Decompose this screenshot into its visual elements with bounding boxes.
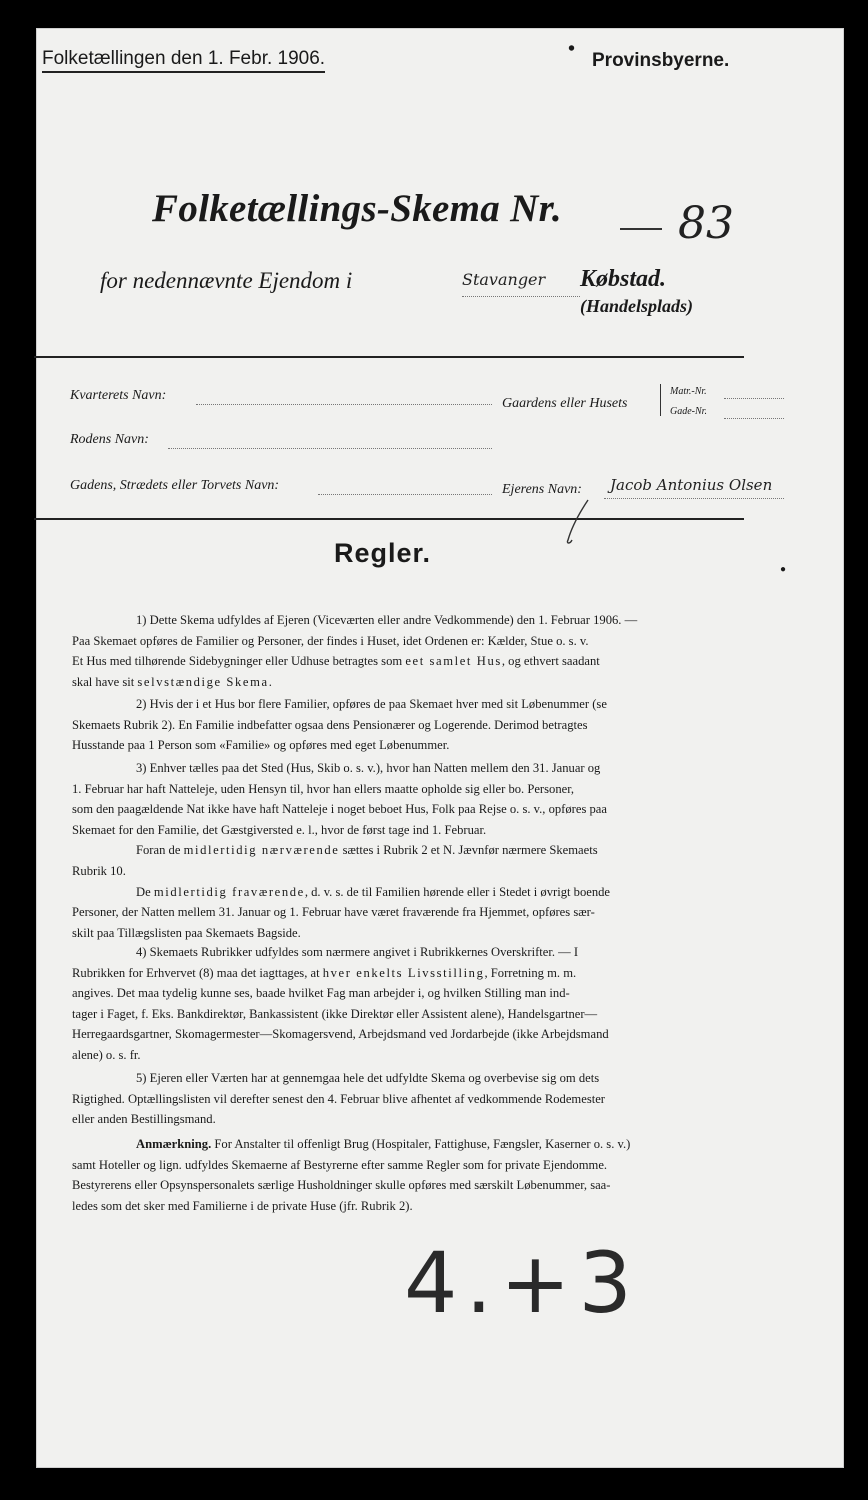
rode-line	[168, 448, 492, 449]
ejer-label: Ejerens Navn:	[502, 482, 582, 497]
rules-heading: Regler.	[334, 538, 432, 568]
form-number-handwritten: 83	[678, 198, 734, 249]
rule-5: 5) Ejeren eller Værten har at gennemgaa hele det udfyldte Skema og overbevise sig om dets Rigtighed. Optællingslisten vil derefter senest den 4. Februar blive afhentet af vedkommende Rodemester eller anden Bestillingsmand.	[72, 1071, 605, 1127]
koebstad-label: Købstad.	[580, 266, 667, 292]
rule-3: 3) Enhver tælles paa det Sted (Hus, Skib o. s. v.), hvor han Natten mellem den 31. Januar og 1. Februar har haft Natteleje, uden Hensyn til, hvor han ellers maatte opholde sig eller bo. Personer, som den paagældende Nat ikke have haft Natteleje i noget beboet Hus, Folk paa Rejse o. s. v., opføres paa Skemaet for den Familie, det Gæstgiversted e. l., hvor de først tage ind 1. Februar. Foran de midlertidig nærværende sættes i Rubrik 2 et N. Jævnfør nærmere Skemaets Rubrik 10. De midlertidig fraværende, d. v. s. de til Familien hørende eller i Stedet i øvrigt boende Personer, der Natten mellem 31. Januar og 1. Februar have været fraværende fra Hjemmet, opføres sær- skilt paa Tillægslisten paa Skemaets Bagside.	[72, 761, 611, 940]
fields-divider	[34, 518, 744, 520]
rode-label: Rodens Navn:	[70, 432, 149, 447]
matr-line	[724, 398, 784, 399]
handelsplads-label: (Handelsplads)	[580, 296, 694, 316]
kvarter-line	[196, 404, 492, 405]
gade-line	[318, 494, 492, 495]
form-header-title: Folketællingen den 1. Febr. 1906.	[42, 48, 325, 73]
form-subtitle: for nedennævnte Ejendom i	[100, 268, 353, 293]
top-divider	[34, 356, 744, 358]
gade-nr-label: Gade-Nr.	[670, 406, 707, 417]
form-title: Folketællings-Skema Nr.	[152, 187, 562, 230]
rules-note: Anmærkning. For Anstalter til offenligt Brug (Hospitaler, Fattighuse, Fængsler, Kaserner o. s. v.) samt Hoteller og lign. udfyldes Skemaerne af Bestyrerne efter samme Regler som for private Ejendomme. Bestyrerens eller Opsynspersonalets særlige Husholdninger skulle opføres med særskilt Løbenummer, saa- ledes som det sker med Familierne i de private Huse (jfr. Rubrik 2).	[72, 1137, 631, 1213]
ejer-name-handwritten: Jacob Antonius Olsen	[610, 476, 773, 494]
margin-dot: ●	[780, 564, 787, 575]
rule-2: 2) Hvis der i et Hus bor flere Familier, opføres de paa Skemaet hver med sit Løbenummer (se Skemaets Rubrik 2). En Familie indbefatter ogsaa dens Pensionærer og Logerende. Derimod betragtes Husstande paa 1 Person som «Familie» og opføres med eget Løbenummer.	[72, 697, 607, 753]
rule-1: 1) Dette Skema udfyldes af Ejeren (Viceværten eller andre Vedkommende) den 1. Februar 1906. — Paa Skemaet opføres de Familier og Personer, der findes i Huset, idet Ordenen er: Kælder, Stue o. s. v. Et Hus med tilhørende Sidebygninger eller Udhuse betragtes som eet samlet Hus, og ethvert saadant skal have sit selvstændige Skema.	[72, 613, 638, 689]
rule-4: 4) Skemaets Rubrikker udfyldes som nærmere angivet i Rubrikkernes Overskrifter. — I Rubrikken for Erhvervet (8) maa det iagttages, at hver enkelts Livsstilling, Forretning m. m. angives. Det maa tydelig kunne ses, baade hvilket Fag man arbejder i, og hvilken Stilling man ind- tager i Faget, f. Eks. Bankdirektør, Bankassistent (ikke Direktør eller Assistent alene), Handelsgartner— Herregaardsgartner, Skomagermester—Skomagersvend, Arbejdsmand ved Jordarbejde (ikke Arbejdsmand alene) o. s. fr.	[72, 945, 609, 1062]
gaard-brace	[660, 384, 662, 416]
town-handwritten: Stavanger	[462, 270, 546, 289]
header-dot-mark: •	[568, 38, 576, 60]
signature-flourish	[560, 496, 600, 546]
ejer-line	[604, 498, 784, 499]
gade-nr-line	[724, 418, 784, 419]
kvarter-label: Kvarterets Navn:	[70, 388, 167, 403]
gaard-label: Gaardens eller Husets	[502, 396, 628, 411]
form-header-region: Provinsbyerne.	[592, 50, 730, 71]
matr-label: Matr.-Nr.	[670, 386, 707, 397]
gade-label: Gadens, Strædets eller Torvets Navn:	[70, 478, 280, 493]
bottom-handwritten-count: 4.+3	[404, 1234, 640, 1332]
number-strike-mark	[620, 228, 662, 230]
town-line	[462, 296, 580, 297]
